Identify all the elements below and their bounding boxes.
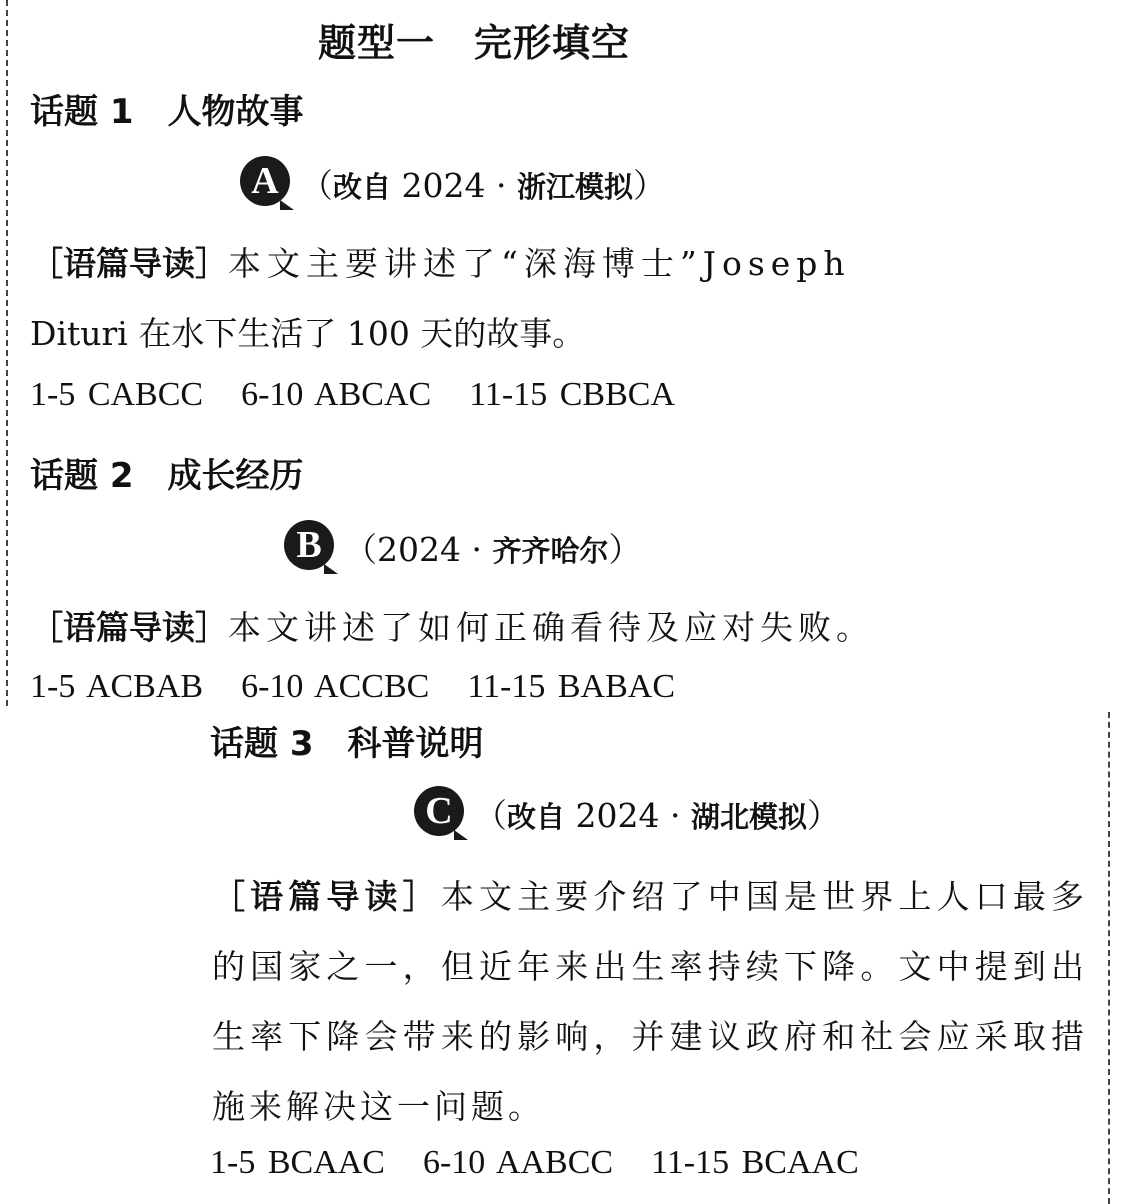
topic-2-title: 话题 2 成长经历 — [30, 456, 304, 496]
topic-1-guide-line-2: Dituri 在水下生活了 100 天的故事。 — [30, 314, 586, 353]
left-dashed-border — [6, 0, 8, 706]
topic-2-source: B （2024 · 齐齐哈尔） — [284, 520, 642, 574]
topic-1-guide-line-1: ［语篇导读］本文主要讲述了“深海博士”Joseph — [30, 244, 851, 283]
badge-c-icon: C — [414, 786, 468, 840]
section-title: 题型一 完形填空 — [318, 21, 631, 65]
right-dashed-border — [1108, 712, 1110, 1204]
topic-1-source: A （改自 2024 · 浙江模拟） — [240, 156, 666, 210]
badge-a-icon: A — [240, 156, 294, 210]
topic-1-title: 话题 1 人物故事 — [30, 92, 304, 132]
topic-2-answers: 1-5 ACBAB 6-10 ACCBC 11-15 BABAC — [30, 668, 676, 705]
topic-3-source: C （改自 2024 · 湖北模拟） — [414, 786, 840, 840]
topic-2-guide: ［语篇导读］本文讲述了如何正确看待及应对失败。 — [30, 608, 874, 647]
topic-3-answers: 1-5 BCAAC 6-10 AABCC 11-15 BCAAC — [210, 1144, 859, 1181]
topic-3-title: 话题 3 科普说明 — [210, 724, 484, 764]
topic-3-guide-paragraph: ［语篇导读］本文主要介绍了中国是世界上人口最多的国家之一，但近年来出生率持续下降。文中提到出生率下降会带来的影响，并建议政府和社会应采取措施来解决这一问题。 — [212, 877, 1089, 1126]
topic-1-answers: 1-5 CABCC 6-10 ABCAC 11-15 CBBCA — [30, 376, 676, 413]
badge-b-icon: B — [284, 520, 338, 574]
